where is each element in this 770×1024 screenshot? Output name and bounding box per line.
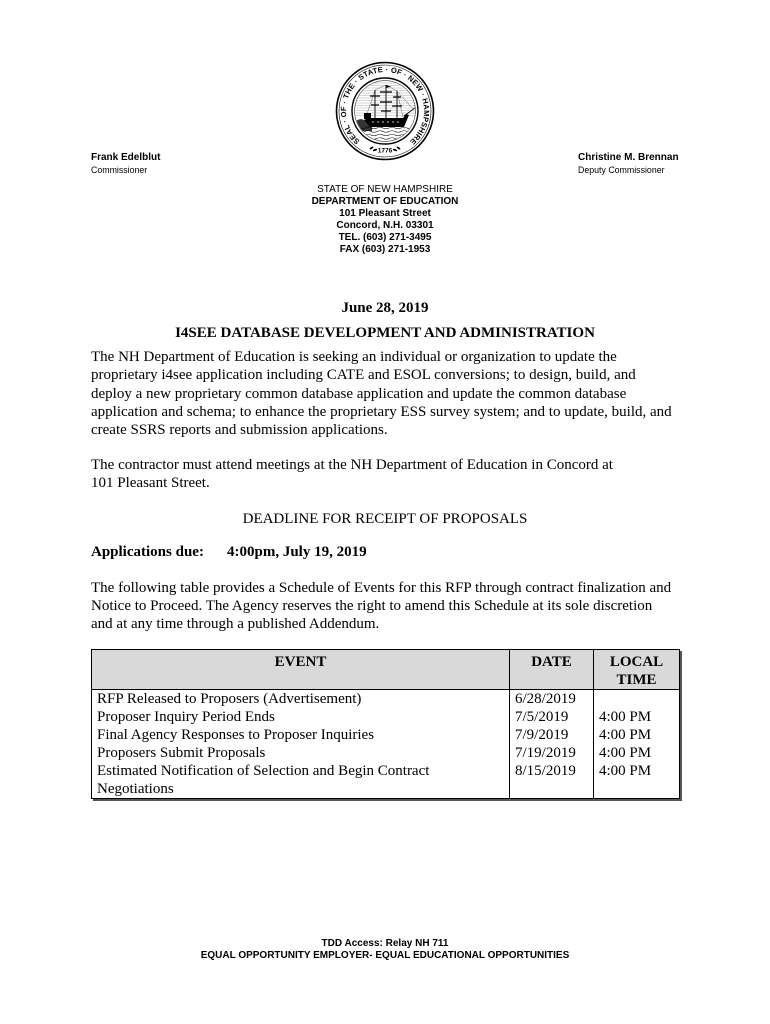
header-local-time-line2: TIME	[616, 672, 657, 688]
table-row	[92, 744, 680, 762]
table-row	[92, 726, 680, 744]
seal-ring-text: SEAL · OF · THE · STATE · OF · NEW · HAMPSHIRE	[338, 64, 432, 147]
paragraph-line: proprietary i4see application including CATE and ESOL conversions; to design, build, and	[91, 367, 636, 384]
deputy-commissioner-title: Deputy Commissioner	[578, 165, 665, 175]
time-cell: 4:00 PM	[594, 762, 680, 799]
ship-illustration	[353, 83, 417, 139]
applications-due-value: 4:00pm, July 19, 2019	[227, 544, 367, 560]
paragraph-line: application and schema; to enhance the proprietary ESS survey system; and to update, build, and	[91, 403, 672, 420]
footer-tdd-access: TDD Access: Relay NH 711	[321, 938, 449, 949]
deadline-heading: DEADLINE FOR RECEIPT OF PROPOSALS	[242, 511, 528, 527]
table-row	[92, 708, 680, 726]
table-header-row	[92, 650, 680, 690]
header-local-time	[594, 650, 680, 690]
address-state: STATE OF NEW HAMPSHIRE	[317, 184, 453, 195]
event-cell: RFP Released to Proposers (Advertisement)	[92, 690, 510, 709]
time-cell: 4:00 PM	[594, 726, 680, 744]
table-row	[92, 690, 680, 709]
document-title: I4SEE DATABASE DEVELOPMENT AND ADMINISTRATION	[175, 325, 595, 341]
meeting-paragraph	[91, 456, 613, 492]
event-cell: Final Agency Responses to Proposer Inquiries	[92, 726, 510, 744]
paragraph-line: The contractor must attend meetings at the NH Department of Education in Concord at	[91, 457, 613, 473]
deputy-commissioner-name: Christine M. Brennan	[578, 152, 679, 163]
paragraph-line: and at any time through a published Addendum.	[91, 616, 380, 632]
address-department: DEPARTMENT OF EDUCATION	[311, 196, 459, 207]
department-address	[0, 184, 770, 256]
paragraph-line: create SSRS reports and submission applications.	[91, 422, 388, 438]
header-local-time-line1: LOCAL	[609, 654, 664, 670]
commissioner-name: Frank Edelblut	[91, 152, 161, 163]
paragraph-line: The NH Department of Education is seeking an individual or organization to update the	[91, 349, 617, 365]
letter-date: June 28, 2019	[341, 300, 429, 316]
paragraph-line: 101 Pleasant Street.	[91, 475, 210, 491]
schedule-intro-paragraph	[91, 579, 671, 633]
seal-year: 1776	[377, 147, 393, 155]
footer-equal-opportunity: EQUAL OPPORTUNITY EMPLOYER- EQUAL EDUCATIONAL OPPORTUNITIES	[200, 950, 570, 961]
event-cell: Estimated Notification of Selection and Begin Contract Negotiations	[92, 762, 510, 799]
time-cell	[594, 690, 680, 709]
address-city: Concord, N.H. 03301	[336, 220, 434, 231]
event-cell: Proposers Submit Proposals	[92, 744, 510, 762]
commissioner-title: Commissioner	[91, 165, 148, 175]
table-row	[92, 762, 680, 799]
date-cell: 7/9/2019	[510, 726, 594, 744]
address-street: 101 Pleasant Street	[339, 208, 431, 219]
time-cell: 4:00 PM	[594, 744, 680, 762]
time-cell: 4:00 PM	[594, 708, 680, 726]
date-cell: 6/28/2019	[510, 690, 594, 709]
paragraph-line: The following table provides a Schedule of Events for this RFP through contract finalization and	[91, 580, 672, 596]
address-fax: FAX (603) 271-1953	[339, 244, 431, 255]
applications-due-label: Applications due:	[91, 544, 204, 560]
address-tel: TEL. (603) 271-3495	[338, 232, 432, 243]
header-date: DATE	[510, 650, 594, 690]
intro-paragraph	[91, 348, 672, 439]
event-cell: Proposer Inquiry Period Ends	[92, 708, 510, 726]
header-event: EVENT	[92, 650, 510, 690]
paragraph-line: deploy a new proprietary common database application and update the common database	[91, 385, 627, 402]
state-seal	[335, 61, 435, 161]
date-cell: 8/15/2019	[510, 762, 594, 799]
paragraph-line: Notice to Proceed. The Agency reserves the right to amend this Schedule at its sole discretion	[91, 598, 653, 614]
date-cell: 7/5/2019	[510, 708, 594, 726]
schedule-of-events-table	[91, 649, 680, 799]
date-cell: 7/19/2019	[510, 744, 594, 762]
